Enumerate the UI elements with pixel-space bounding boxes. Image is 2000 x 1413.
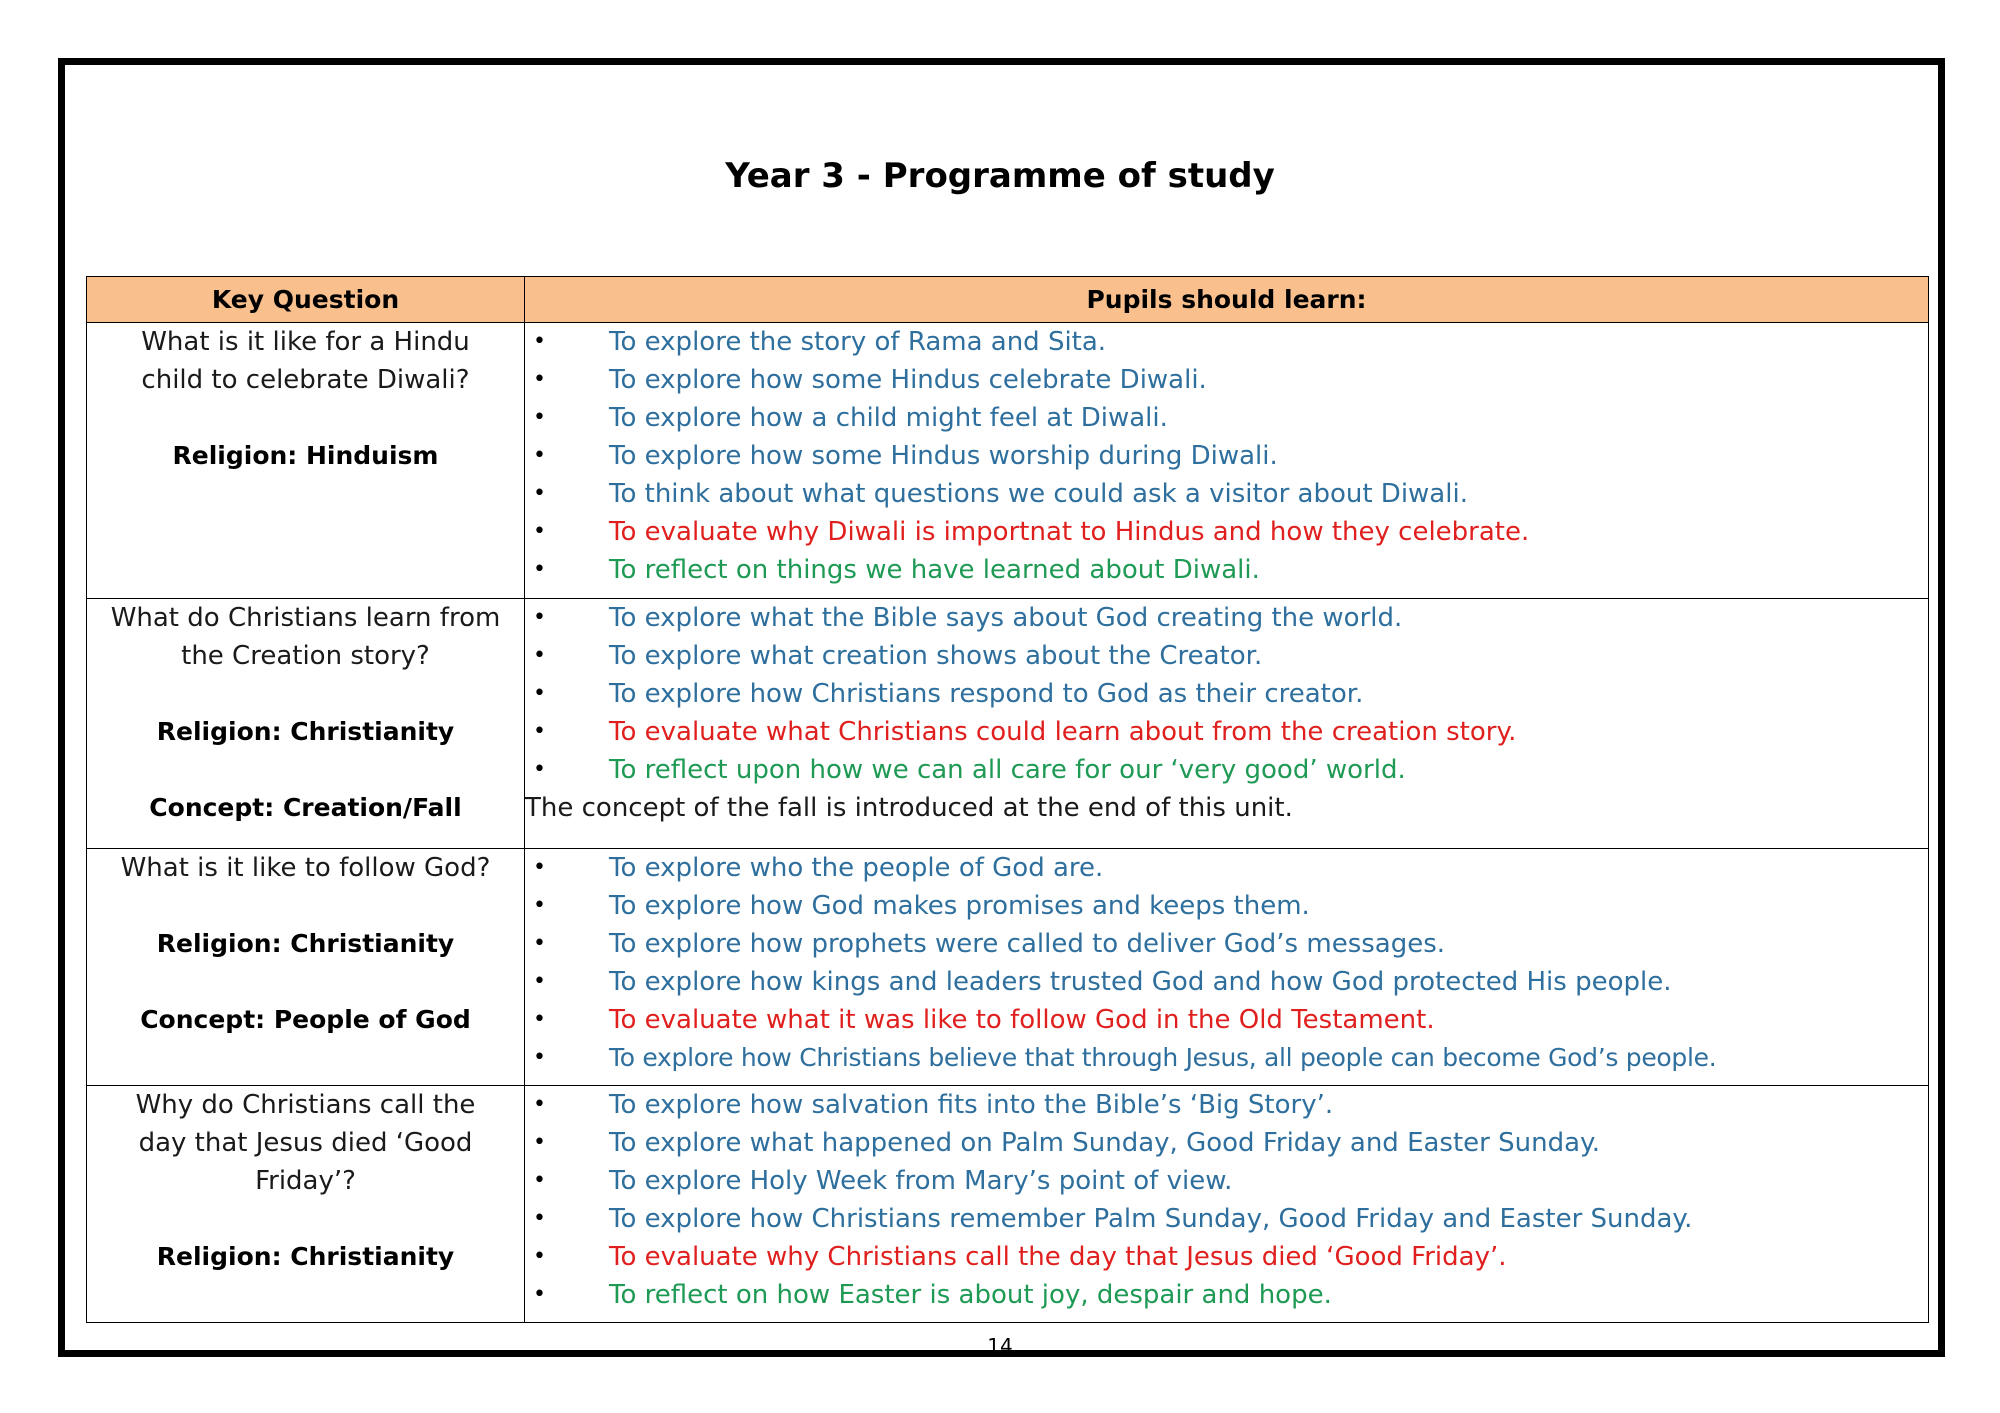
table-row <box>87 599 1929 849</box>
list-item: • To reflect on how Easter is about joy, despair and hope. <box>525 1276 1928 1314</box>
bullet-icon: • <box>533 1282 546 1307</box>
objectives-list <box>525 323 1928 589</box>
bullet-icon: • <box>533 1168 546 1193</box>
bullet-icon: • <box>533 443 546 468</box>
bullet-icon: • <box>533 931 546 956</box>
bullet-icon: • <box>533 329 546 354</box>
concept-label: Concept: Creation/Fall <box>149 793 462 822</box>
pupils-should-learn-header: Pupils should learn: <box>525 277 1929 323</box>
key-question: What do Christians learn from the Creation story? <box>110 603 501 671</box>
list-item: • To evaluate what Christians could learn about from the creation story. <box>525 713 1928 751</box>
list-item: • To explore what happened on Palm Sunday, Good Friday and Easter Sunday. <box>525 1124 1928 1162</box>
bullet-icon: • <box>533 719 546 744</box>
key-question: Why do Christians call the day that Jesus died ‘Good Friday’? <box>135 1090 476 1196</box>
bullet-icon: • <box>533 1007 546 1032</box>
list-item: • To explore who the people of God are. <box>525 849 1928 887</box>
key-question-cell <box>87 599 525 849</box>
bullet-icon: • <box>533 757 546 782</box>
objectives-list <box>525 849 1928 1077</box>
bullet-icon: • <box>533 481 546 506</box>
bullet-icon: • <box>533 519 546 544</box>
religion-label: Religion: Christianity <box>156 929 455 958</box>
bullet-icon: • <box>533 1130 546 1155</box>
list-item: • To explore how prophets were called to deliver God’s messages. <box>525 925 1928 963</box>
religion-label: Religion: Christianity <box>156 717 455 746</box>
list-item: • To explore how Christians believe that through Jesus, all people can become God’s people. <box>525 1039 1928 1077</box>
key-question-cell <box>87 1086 525 1323</box>
bullet-icon: • <box>533 681 546 706</box>
key-question: What is it like for a Hindu child to celebrate Diwali? <box>141 327 470 395</box>
objectives-cell <box>525 849 1929 1086</box>
list-item: • To explore how kings and leaders trusted God and how God protected His people. <box>525 963 1928 1001</box>
list-item: • To evaluate why Diwali is importnat to Hindus and how they celebrate. <box>525 513 1928 551</box>
list-item: • To explore what creation shows about the Creator. <box>525 637 1928 675</box>
objectives-cell <box>525 599 1929 849</box>
list-item: • To think about what questions we could ask a visitor about Diwali. <box>525 475 1928 513</box>
objectives-list <box>525 599 1928 789</box>
list-item: • To explore how a child might feel at Diwali. <box>525 399 1928 437</box>
bullet-icon: • <box>533 1092 546 1117</box>
bullet-icon: • <box>533 1244 546 1269</box>
list-item: • To evaluate what it was like to follow God in the Old Testament. <box>525 1001 1928 1039</box>
key-question-cell <box>87 323 525 599</box>
table-row <box>87 1086 1929 1323</box>
key-question-header: Key Question <box>87 277 525 323</box>
key-question-cell <box>87 849 525 1086</box>
programme-table <box>86 276 1929 1323</box>
list-item: • To reflect upon how we can all care for our ‘very good’ world. <box>525 751 1928 789</box>
concept-label: Concept: People of God <box>140 1005 471 1034</box>
bullet-icon: • <box>533 367 546 392</box>
table-row <box>87 849 1929 1086</box>
list-item: • To explore how some Hindus celebrate Diwali. <box>525 361 1928 399</box>
bullet-icon: • <box>533 405 546 430</box>
bullet-icon: • <box>533 1206 546 1231</box>
page-number: 14 <box>987 1334 1013 1358</box>
bullet-icon: • <box>533 893 546 918</box>
list-item: • To evaluate why Christians call the day that Jesus died ‘Good Friday’. <box>525 1238 1928 1276</box>
page-title: Year 3 - Programme of study <box>725 156 1275 196</box>
list-item: • To explore how Christians respond to God as their creator. <box>525 675 1928 713</box>
objectives-list <box>525 1086 1928 1314</box>
bullet-icon: • <box>533 969 546 994</box>
list-item: • To explore the story of Rama and Sita. <box>525 323 1928 361</box>
bullet-icon: • <box>533 557 546 582</box>
list-item: • To explore how some Hindus worship during Diwali. <box>525 437 1928 475</box>
objectives-cell <box>525 1086 1929 1323</box>
religion-label: Religion: Christianity <box>156 1242 455 1271</box>
key-question: What is it like to follow God? <box>120 853 491 883</box>
bullet-icon: • <box>533 855 546 880</box>
unit-note: The concept of the fall is introduced at the end of this unit. <box>525 793 1293 823</box>
bullet-icon: • <box>533 643 546 668</box>
bullet-icon: • <box>533 1045 546 1070</box>
list-item: • To explore how Christians remember Palm Sunday, Good Friday and Easter Sunday. <box>525 1200 1928 1238</box>
list-item: • To explore how God makes promises and keeps them. <box>525 887 1928 925</box>
list-item: • To reflect on things we have learned about Diwali. <box>525 551 1928 589</box>
religion-label: Religion: Hinduism <box>172 441 439 470</box>
objectives-cell <box>525 323 1929 599</box>
bullet-icon: • <box>533 605 546 630</box>
list-item: • To explore Holy Week from Mary’s point of view. <box>525 1162 1928 1200</box>
list-item: • To explore what the Bible says about God creating the world. <box>525 599 1928 637</box>
list-item: • To explore how salvation fits into the Bible’s ‘Big Story’. <box>525 1086 1928 1124</box>
table-row <box>87 323 1929 599</box>
table-header-row <box>87 277 1929 323</box>
